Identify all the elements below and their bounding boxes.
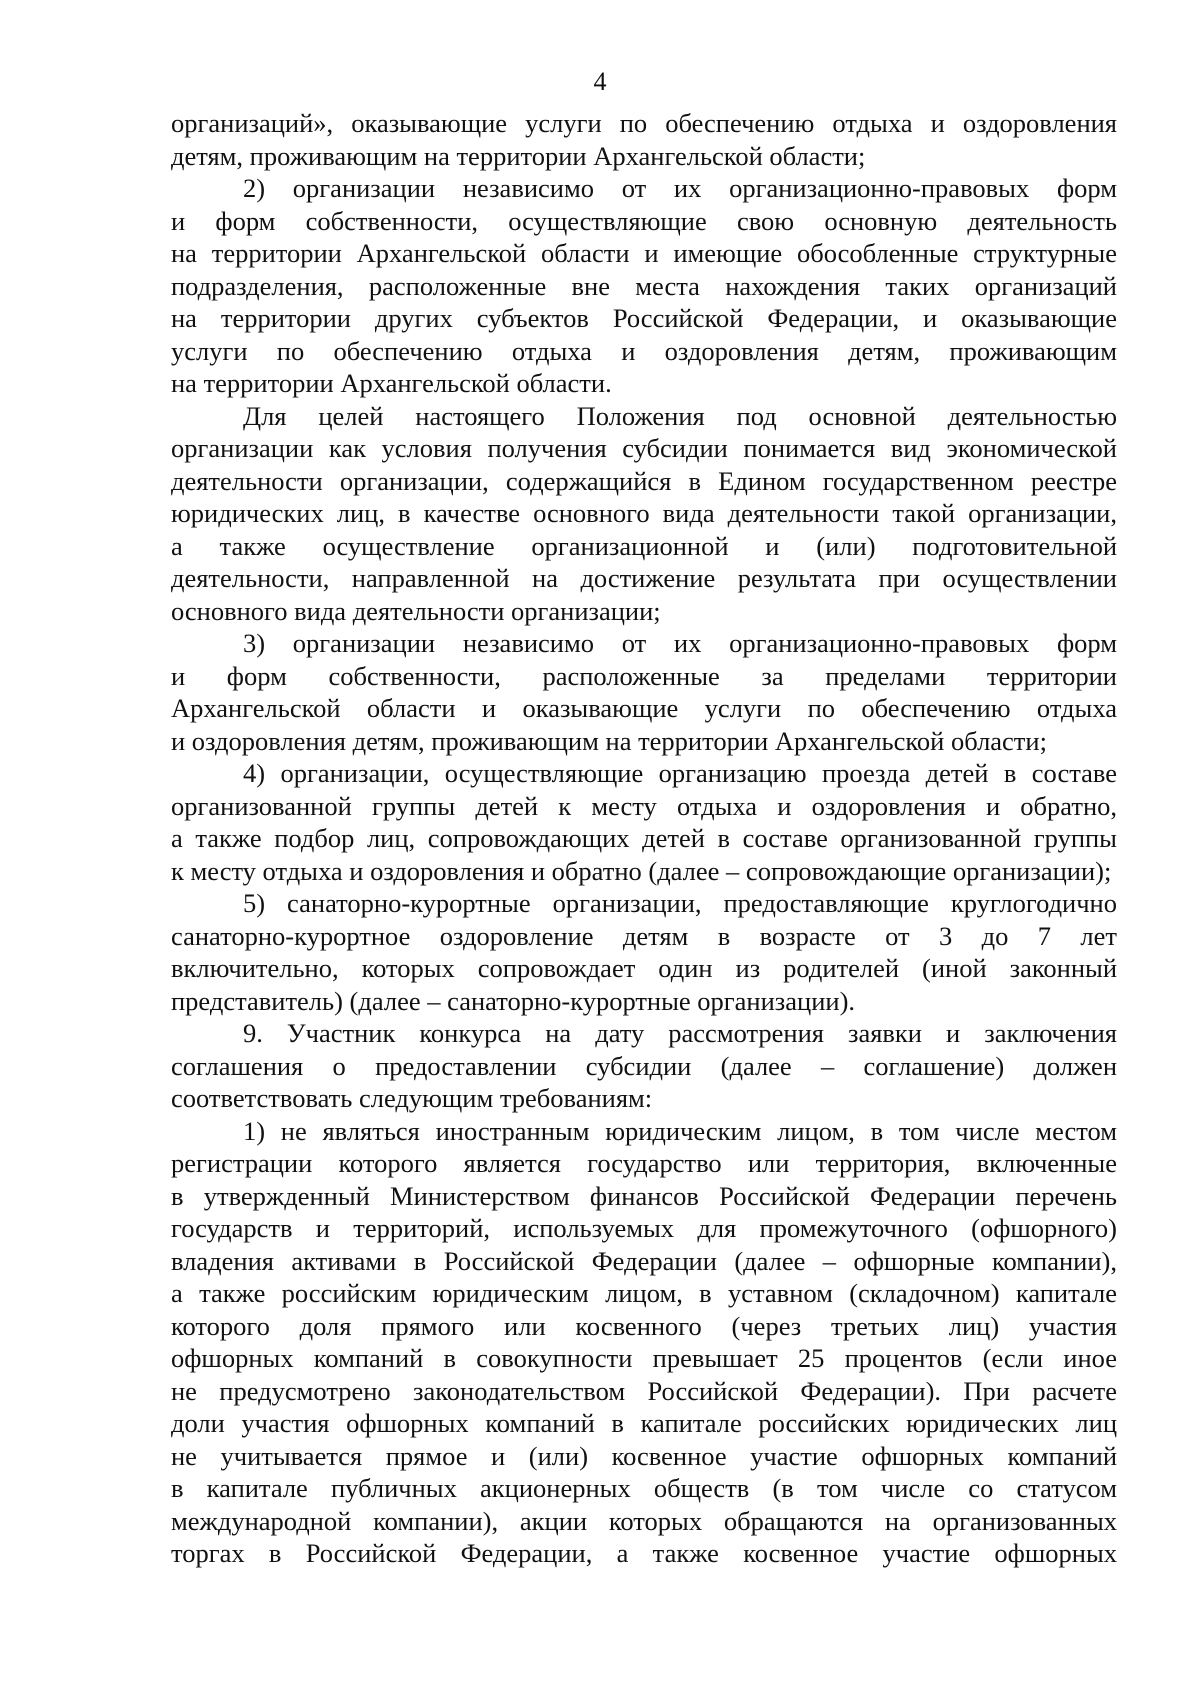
text-line: включительно, которых сопровождает один из родителей (иной законный xyxy=(171,953,1117,983)
text-line: организованной группы детей к месту отдыха и оздоровления и обратно, xyxy=(171,790,1117,821)
text-line: а также осуществление организационной и (или) подготовительной xyxy=(171,530,1117,561)
text-line: а также российским юридическим лицом, в уставном (складочном) капитале xyxy=(171,1278,1117,1308)
page-number: 4 xyxy=(593,67,607,96)
text-line: на территории Архангельской области. xyxy=(171,368,612,398)
text-line: а также подбор лиц, сопровождающих детей в составе организованной группы xyxy=(171,823,1117,853)
text-line: к месту отдыха и оздоровления и обратно (далее – сопровождающие организации); xyxy=(171,855,1112,886)
text-line: представитель) (далее – санаторно-курортные организации). xyxy=(171,985,856,1016)
text-line: 5) санаторно-курортные организации, предоставляющие круглогодично xyxy=(243,888,1117,918)
text-line: регистрации которого является государство или территория, включенные xyxy=(171,1148,1117,1178)
text-line: доли участия офшорных компаний в капитале российских юридических лиц xyxy=(171,1408,1117,1438)
text-line: основного вида деятельности организации; xyxy=(171,595,661,626)
text-line: 1) не являться иностранным юридическим лицом, в том числе местом xyxy=(243,1115,1117,1146)
text-line: соответствовать следующим требованиям: xyxy=(171,1083,653,1113)
text-line: и форм собственности, осуществляющие свою основную деятельность xyxy=(171,205,1117,236)
text-line: государств и территорий, используемых для промежуточного (офшорного) xyxy=(171,1213,1117,1243)
text-line: санаторно-курортное оздоровление детям в возрасте от 3 до 7 лет xyxy=(171,920,1117,951)
text-line: соглашения о предоставлении субсидии (далее – соглашение) должен xyxy=(171,1050,1117,1081)
text-line: организаций», оказывающие услуги по обеспечению отдыха и оздоровления xyxy=(171,108,1117,138)
text-line: 9. Участник конкурса на дату рассмотрения заявки и заключения xyxy=(243,1018,1117,1048)
text-line: офшорных компаний в совокупности превышает 25 процентов (если иное xyxy=(171,1343,1117,1373)
text-line: детям, проживающим на территории Архангельской области; xyxy=(171,140,866,171)
text-line: Архангельской области и оказывающие услуги по обеспечению отдыха xyxy=(171,693,1117,723)
text-line: в утвержденный Министерством финансов Российской Федерации перечень xyxy=(171,1180,1117,1211)
text-line: на территории других субъектов Российской Федерации, и оказывающие xyxy=(171,303,1117,333)
text-line: 2) организации независимо от их организационно-правовых форм xyxy=(243,173,1117,203)
text-line: и форм собственности, расположенные за пределами территории xyxy=(171,660,1117,691)
text-line: 3) организации независимо от их организационно-правовых форм xyxy=(243,628,1117,658)
text-line: торгах в Российской Федерации, а также косвенное участие офшорных xyxy=(171,1538,1117,1568)
text-line: юридических лиц, в качестве основного вида деятельности такой организации, xyxy=(171,498,1117,528)
text-line: деятельности, направленной на достижение результата при осуществлении xyxy=(171,563,1117,593)
text-line: деятельности организации, содержащийся в Едином государственном реестре xyxy=(171,465,1117,496)
text-line: не предусмотрено законодательством Российской Федерации). При расчете xyxy=(171,1375,1117,1406)
text-line: в капитале публичных акционерных обществ (в том числе со статусом xyxy=(171,1473,1117,1503)
text-line: подразделения, расположенные вне места нахождения таких организаций xyxy=(171,270,1117,301)
text-line: на территории Архангельской области и имеющие обособленные структурные xyxy=(171,238,1117,268)
text-line: Для целей настоящего Положения под основной деятельностью xyxy=(243,400,1117,431)
text-line: организации как условия получения субсидии понимается вид экономической xyxy=(171,433,1117,463)
text-line: 4) организации, осуществляющие организацию проезда детей в составе xyxy=(243,758,1117,788)
text-line: владения активами в Российской Федерации (далее – офшорные компании), xyxy=(171,1245,1117,1276)
text-line: услуги по обеспечению отдыха и оздоровления детям, проживающим xyxy=(171,335,1117,366)
text-line: не учитывается прямое и (или) косвенное участие офшорных компаний xyxy=(171,1440,1117,1471)
text-line: и оздоровления детям, проживающим на территории Архангельской области; xyxy=(171,725,1047,756)
text-line: международной компании), акции которых обращаются на организованных xyxy=(171,1505,1117,1536)
text-line: которого доля прямого или косвенного (через третьих лиц) участия xyxy=(171,1310,1117,1341)
document-body xyxy=(171,107,1117,1570)
